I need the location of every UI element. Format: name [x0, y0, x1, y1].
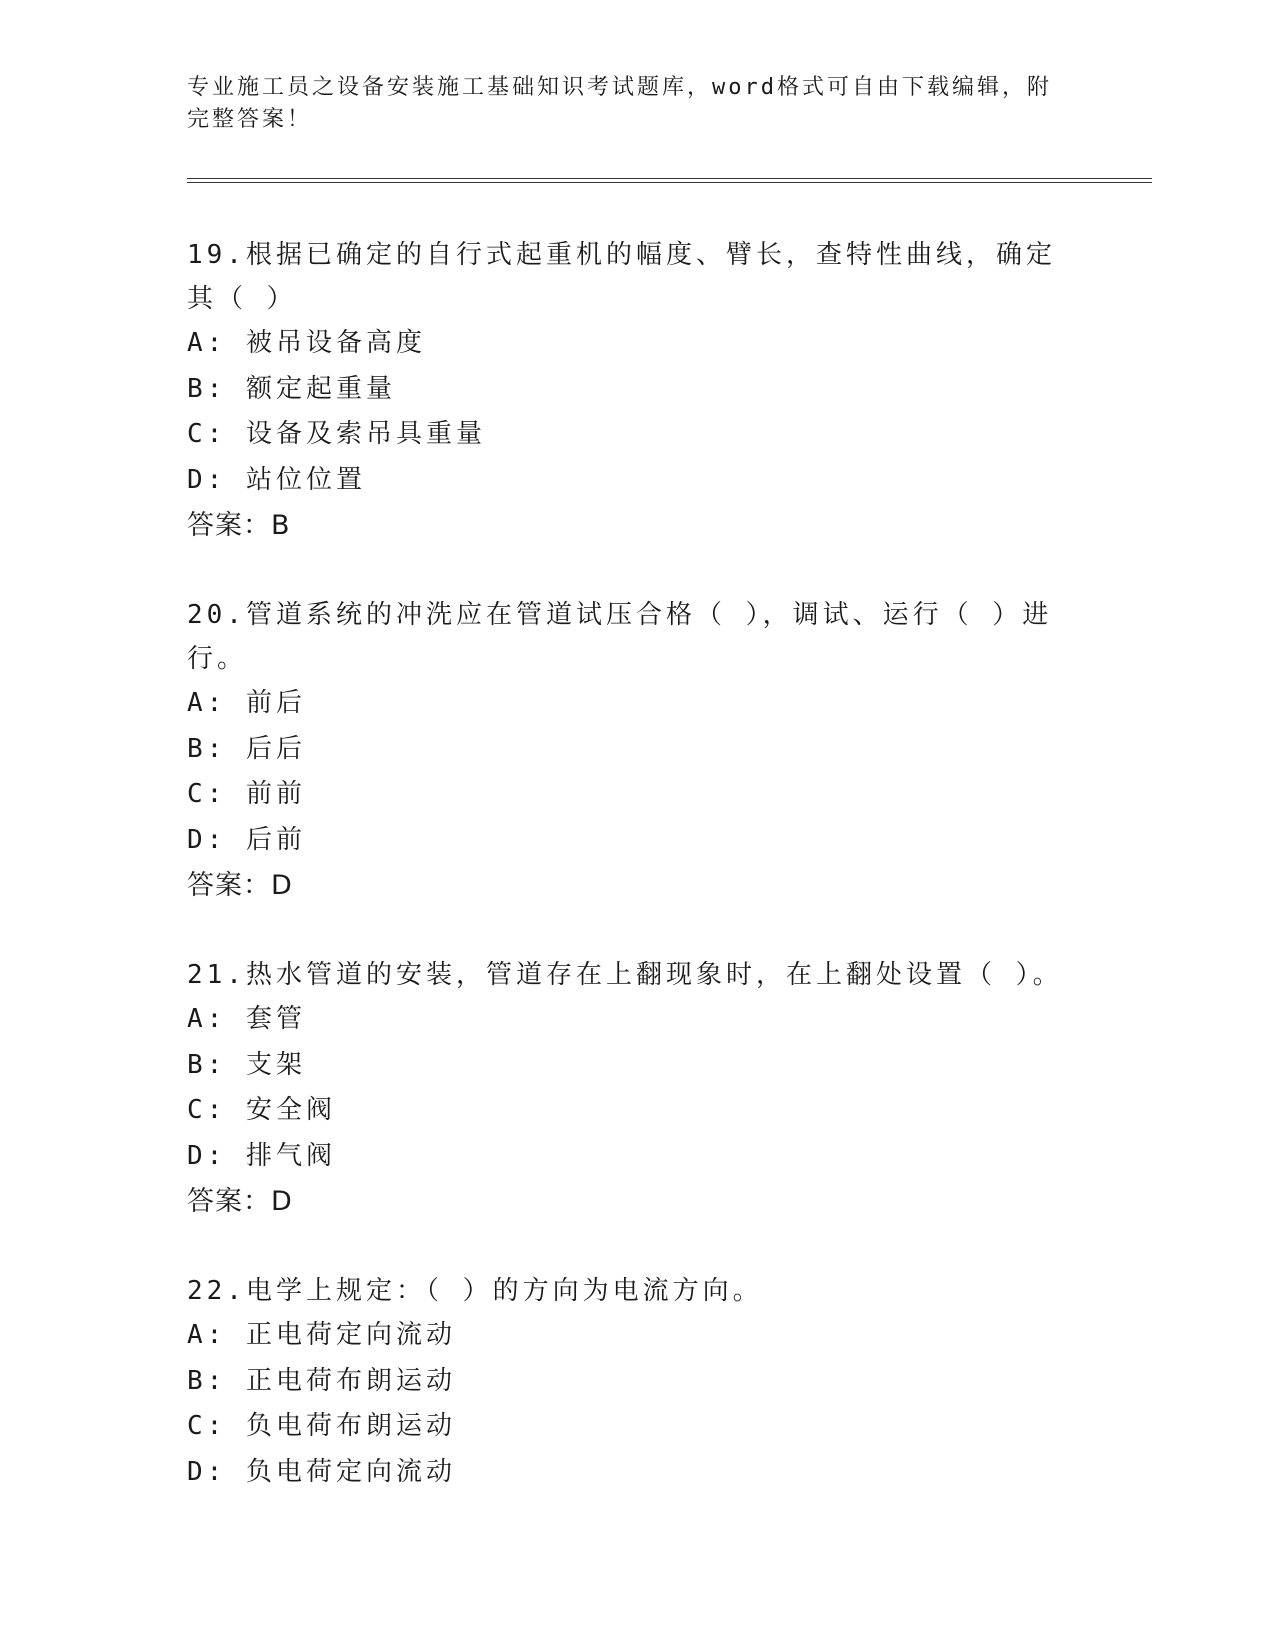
option-c: C: 前前 [187, 779, 306, 809]
option-a: A: 前后 [187, 688, 306, 718]
question-list [187, 233, 1087, 1539]
option-a: A: 套管 [187, 1004, 306, 1034]
answer-line: 答案：D [187, 870, 293, 901]
option-b: B: 后后 [187, 733, 306, 764]
question-19 [187, 233, 1087, 549]
question-20 [187, 593, 1087, 909]
option-b: B: 正电荷布朗运动 [187, 1365, 456, 1396]
question-text: 19.根据已确定的自行式起重机的幅度、臂长，查特性曲线，确定其（ ） [187, 240, 1056, 314]
question-21 [187, 953, 1087, 1225]
option-d: D: 负电荷定向流动 [187, 1456, 456, 1487]
option-d: D: 排气阀 [187, 1140, 336, 1171]
option-c: C: 安全阀 [187, 1095, 336, 1125]
question-text: 21.热水管道的安装，管道存在上翻现象时，在上翻处设置（ ）。 [187, 960, 1063, 990]
option-a: A: 被吊设备高度 [187, 328, 426, 358]
question-text: 20.管道系统的冲洗应在管道试压合格（ ），调试、运行（ ）进行。 [187, 600, 1053, 674]
question-22 [187, 1269, 1087, 1495]
option-c: C: 设备及索吊具重量 [187, 419, 486, 449]
option-d: D: 站位位置 [187, 464, 366, 495]
option-a: A: 正电荷定向流动 [187, 1320, 456, 1350]
answer-line: 答案：B [187, 510, 291, 541]
option-b: B: 额定起重量 [187, 373, 396, 404]
document-header: 专业施工员之设备安装施工基础知识考试题库，word格式可自由下载编辑，附完整答案！ [187, 75, 1052, 132]
option-b: B: 支架 [187, 1049, 306, 1080]
header-rule-bottom [187, 182, 1152, 183]
option-c: C: 负电荷布朗运动 [187, 1411, 456, 1441]
header-rule-top [187, 178, 1152, 179]
question-text: 22.电学上规定：（ ）的方向为电流方向。 [187, 1276, 763, 1306]
answer-line: 答案：D [187, 1186, 293, 1217]
option-d: D: 后前 [187, 824, 306, 855]
